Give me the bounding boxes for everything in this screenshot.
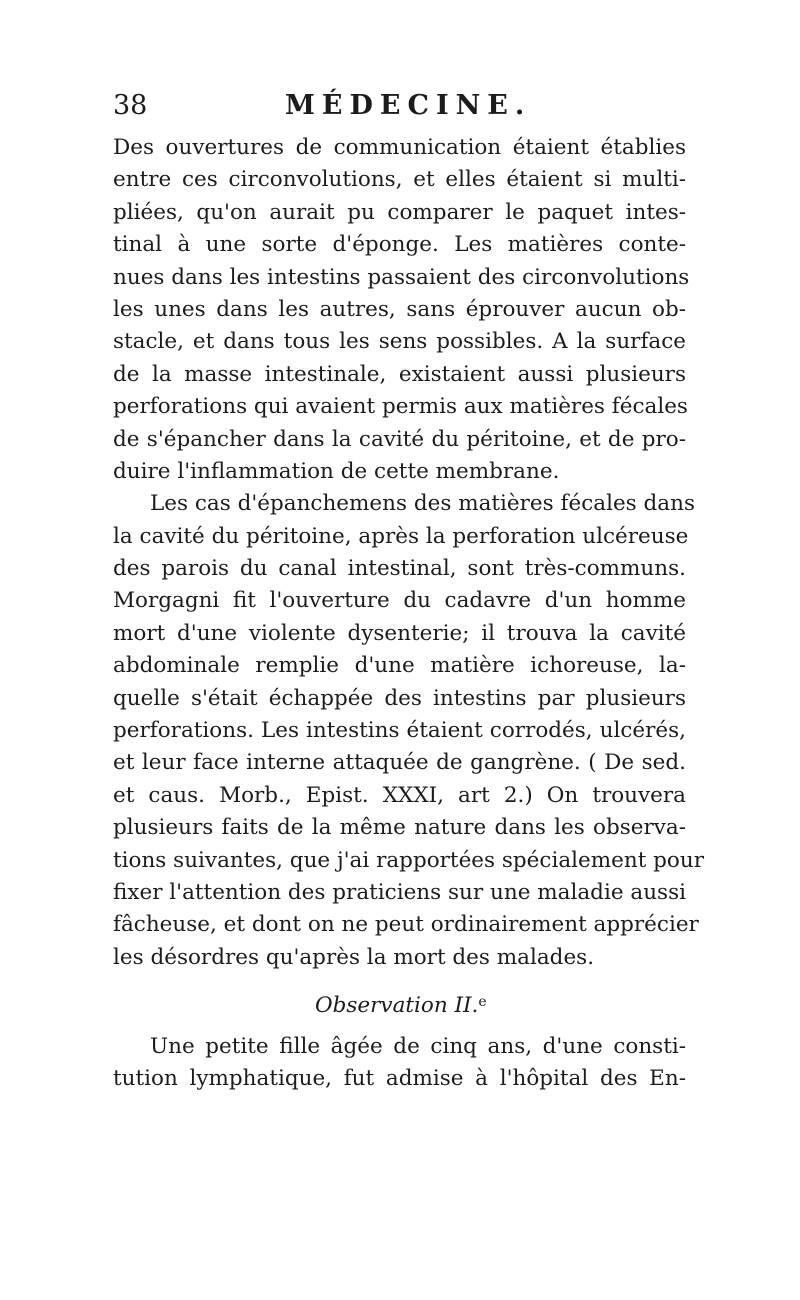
text-line: Les cas d'épanchemens des matières fécales dans bbox=[150, 491, 695, 517]
text-line: fixer l'attention des praticiens sur une maladie aussi bbox=[113, 879, 686, 905]
text-line: perforations. Les intestins étaient corrodés, ulcérés, bbox=[113, 718, 686, 744]
text-line: abdominale remplie d'une matière ichoreuse, la- bbox=[113, 653, 686, 679]
section-heading-superscript: e bbox=[478, 994, 487, 1011]
page-number: 38 bbox=[113, 90, 148, 121]
text-line: Une petite fille âgée de cinq ans, d'une consti- bbox=[150, 1033, 686, 1059]
text-line: stacle, et dans tous les sens possibles. A la surface bbox=[113, 329, 686, 355]
text-line: tinal à une sorte d'éponge. Les matières conte- bbox=[113, 232, 686, 258]
text-line: Des ouvertures de communication étaient établies bbox=[113, 135, 686, 160]
text-line: les désordres qu'après la mort des malades. bbox=[113, 944, 595, 970]
text-line: des parois du canal intestinal, sont très-communs. bbox=[113, 556, 686, 582]
text-line: entre ces circonvolutions, et elles étaient si multi- bbox=[113, 167, 686, 193]
text-line: quelle s'était échappée des intestins par plusieurs bbox=[113, 685, 686, 711]
text-line: fâcheuse, et dont on ne peut ordinairement apprécier bbox=[113, 912, 699, 938]
text-line: plusieurs faits de la même nature dans les observa- bbox=[113, 815, 686, 841]
text-line: duire l'inflammation de cette membrane. bbox=[113, 458, 560, 484]
text-line: de la masse intestinale, existaient aussi plusieurs bbox=[113, 361, 686, 387]
text-line: et leur face interne attaquée de gangrène. ( De sed. bbox=[113, 750, 686, 776]
text-line: nues dans les intestins passaient des circonvolutions bbox=[113, 264, 690, 290]
text-line: perforations qui avaient permis aux matières fécales bbox=[113, 394, 688, 420]
body-text bbox=[113, 132, 704, 1095]
running-title: MÉDECINE. bbox=[285, 90, 532, 121]
section-heading-text: Observation II. bbox=[315, 993, 479, 1019]
text-line: Morgagni fit l'ouverture du cadavre d'un homme bbox=[113, 588, 686, 614]
paragraph-1 bbox=[113, 132, 690, 488]
running-head bbox=[113, 88, 693, 128]
text-line: tions suivantes, que j'ai rapportées spécialement pour bbox=[113, 847, 704, 873]
paragraph-2 bbox=[113, 488, 704, 974]
text-line: mort d'une violente dysenterie; il trouva la cavité bbox=[113, 620, 686, 646]
text-line: de s'épancher dans la cavité du péritoine, et de pro- bbox=[113, 426, 686, 452]
text-line: les unes dans les autres, sans éprouver aucun ob- bbox=[113, 296, 686, 322]
text-line: la cavité du péritoine, après la perforation ulcéreuse bbox=[113, 523, 689, 549]
text-line: pliées, qu'on aurait pu comparer le paquet intes- bbox=[113, 199, 686, 225]
section-heading bbox=[113, 986, 686, 1018]
text-line: et caus. Morb., Epist. XXXI, art 2.) On trouvera bbox=[113, 782, 686, 808]
text-line: tution lymphatique, fut admise à l'hôpital des En- bbox=[113, 1065, 686, 1091]
paragraph-3 bbox=[113, 1031, 686, 1096]
